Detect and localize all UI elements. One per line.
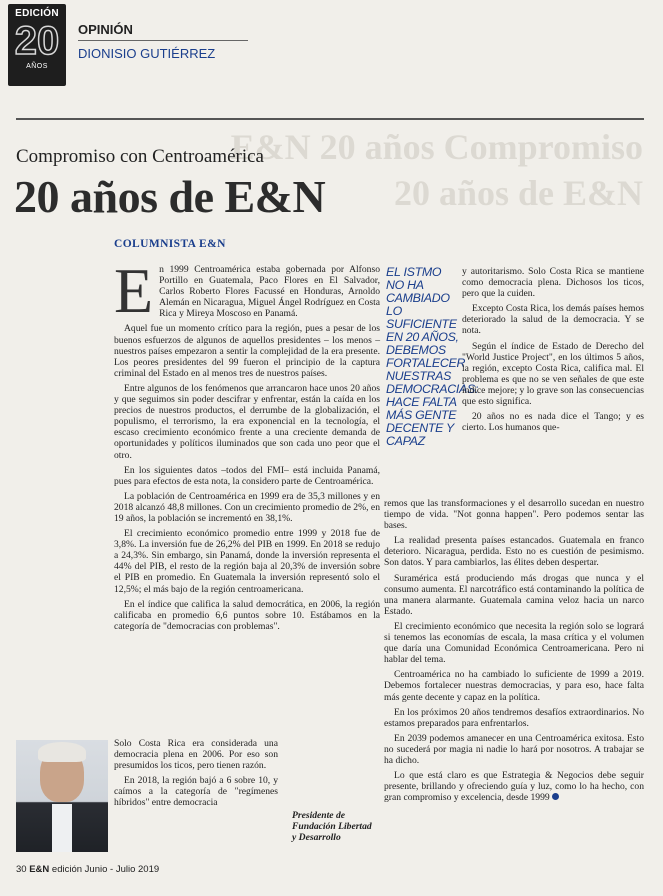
footer-brand: E&N [29, 864, 50, 875]
page-footer [16, 864, 159, 875]
page-number: 30 [16, 864, 27, 875]
bleed-through-text: E&N 20 años Compromiso [230, 127, 643, 167]
photo-hair [38, 742, 86, 762]
article-subtitle: Compromiso con Centroamérica [16, 146, 264, 167]
paragraph: remos que las transformaciones y el desarrollo sucedan en nuestro tiempo de vida. "Not gonna happen". Pero podemos sentar las bases. [384, 498, 644, 532]
paragraph: Aquel fue un momento crítico para la región, pues a pesar de los buenos esfuerzos de algunos de aquellos presidentes – los menos – nuestros países empezaron a sentir la complejidad de la era presente. Los peores presidentes del 99 fueron el principio de la captura criminal del Estado en al menos tres de nuestros países. [114, 323, 380, 379]
closing-text: Lo que está claro es que Estrategia & Negocios debe seguir presente, brillando y ofreciendo guía y luz, como lo ha hecho, con gran compromiso y excelencia, desde 1999 [384, 770, 644, 804]
dropcap: E [114, 255, 154, 326]
columnist-label: COLUMNISTA E&N [114, 238, 226, 250]
paragraph [384, 770, 644, 803]
photo-shirt [52, 804, 72, 852]
paragraph: Centroamérica no ha cambiado lo suficiente de 1999 a 2019. Debemos fortalecer nuestras democracias, y para eso, hace falta más gente decente y capaz en la política. [384, 669, 644, 703]
section-label: OPINIÓN [78, 22, 133, 37]
pull-quote: EL ISTMO NO HA CAMBIADO LO SUFICIENTE EN 20 AÑOS, DEBEMOS FORTALECER NUESTRAS DEMOCRACIAS: HACE FALTA MÁS GENTE DECENTE Y CAPAZ [386, 265, 479, 448]
paragraph: En 2039 podemos amanecer en una Centroamérica exitosa. Esto no sucederá por magia ni nadie lo hará por nosotros. A trabajar se ha dicho. [384, 732, 644, 766]
badge-number: 20 [14, 19, 60, 63]
bleed-through-text: 20 años de E&N [393, 173, 643, 213]
paragraph: Según el índice de Estado de Derecho del "World Justice Project", en los últimos 5 años, la región, excepto Costa Rica, califica mal. El problema es que no se ven señales de que este índice mejore; y lo grave son las consecuencias que esto significa. [462, 340, 644, 408]
header-divider [16, 118, 644, 120]
article-title: 20 años de E&N [14, 171, 326, 222]
article-column-1 [114, 255, 380, 636]
badge-sub: AÑOS [26, 63, 48, 70]
paragraph: En el índice que califica la salud democrática, en 2006, la región calificaba en promedio 6,6 puntos sobre 10. Estábamos en la categoría de "democracias con problemas". [114, 598, 380, 632]
paragraph: El crecimiento económico que necesita la región solo se logrará si tenemos las economías de escala, la masa crítica y el volumen que daría una Comunidad Económica Centroamericana. Pero ni hablar del tema. [384, 620, 644, 666]
paragraph: La realidad presenta países estancados. Guatemala en franco deterioro. Nicaragua, perdida. Esto no es cuestión de pesimismo. Son datos. Y para cambiarlos, las élites deben despertar. [384, 535, 644, 569]
paragraph: n 1999 Centroamérica estaba gobernada por Alfonso Portillo en Guatemala, Paco Flores en El Salvador, Carlos Roberto Flores Facussé en Honduras, Arnoldo Alemán en Nicaragua, Miguel Ángel Rodríguez en Costa Rica y Mireya Moscoso en Panamá. [159, 264, 380, 320]
end-mark-icon [552, 793, 559, 800]
paragraph: Suramérica está produciendo más drogas que nunca y el consumo aumenta. El narcotráfico está contaminando la política de una manera alarmante. Guatemala camina veloz hacia un narco Estado. [384, 572, 644, 617]
paragraph: Solo Costa Rica era considerada una democracia plena en 2006. Por eso son presumidos los ticos, pero tienen razón. [114, 738, 278, 772]
article-column-3 [384, 498, 644, 807]
anniversary-badge [8, 4, 66, 86]
paragraph: Entre algunos de los fenómenos que arrancaron hace unos 20 años y que seguimos sin poder descifrar y enfrentar, están la caída en los precios de nuestros productos, el derrumbe de la globalización, el populismo, el terrorismo, la era exponencial en la tecnología, el escaso crecimiento económico frente a una creciente demanda de oportunidades y políticos iluminados que son cada uno peor que el otro. [114, 382, 380, 461]
section-rule [78, 40, 248, 41]
paragraph: Excepto Costa Rica, los demás países hemos deteriorado la salud de la democracia. Y se nota. [462, 303, 644, 337]
article-column-1-continued [114, 738, 278, 813]
author-photo [16, 740, 108, 852]
author-caption: Presidente de Fundación Libertad y Desarrollo [292, 810, 372, 843]
paragraph: En los próximos 20 años tendremos desafíos extraordinarios. No estamos preparados para enfrentarlos. [384, 706, 644, 729]
paragraph: En 2018, la región bajó a 6 sobre 10, y caímos a la categoría de "regímenes híbridos" entre democracia [114, 775, 278, 809]
article-column-2 [462, 266, 644, 437]
paragraph: En los siguientes datos –todos del FMI– está incluida Panamá, pues para efectos de esta nota, la considero parte de Centroamérica. [114, 464, 380, 487]
paragraph: El crecimiento económico promedio entre 1999 y 2018 fue de 3,8%. La inversión fue de 26,2% del PIB en 1999. En 2018 se redujo a 24,3%. Sin embargo, sin Panamá, donde la inversión representa el 44% del PIB, el resto de la región baja al 20,3% de inversión sobre el PIB en promedio. En Guatemala la inversión representó solo el 12,5%; el más bajo de la región centroamericana. [114, 528, 380, 595]
section-author: DIONISIO GUTIÉRREZ [78, 46, 216, 61]
badge-label: EDICIÓN [15, 8, 59, 19]
paragraph: y autoritarismo. Solo Costa Rica se mantiene como democracia plena. Dichosos los ticos, pero que la cuiden. [462, 266, 644, 300]
footer-edition: edición Junio - Julio 2019 [51, 864, 160, 875]
paragraph: 20 años no es nada dice el Tango; y es cierto. Los humanos que- [462, 411, 644, 434]
paragraph: La población de Centroamérica en 1999 era de 35,3 millones y en 2018 alcanzó 48,8 millones. Con un crecimiento promedio de 2%, en 19 años, la población se incrementó en 38,1%. [114, 490, 380, 524]
